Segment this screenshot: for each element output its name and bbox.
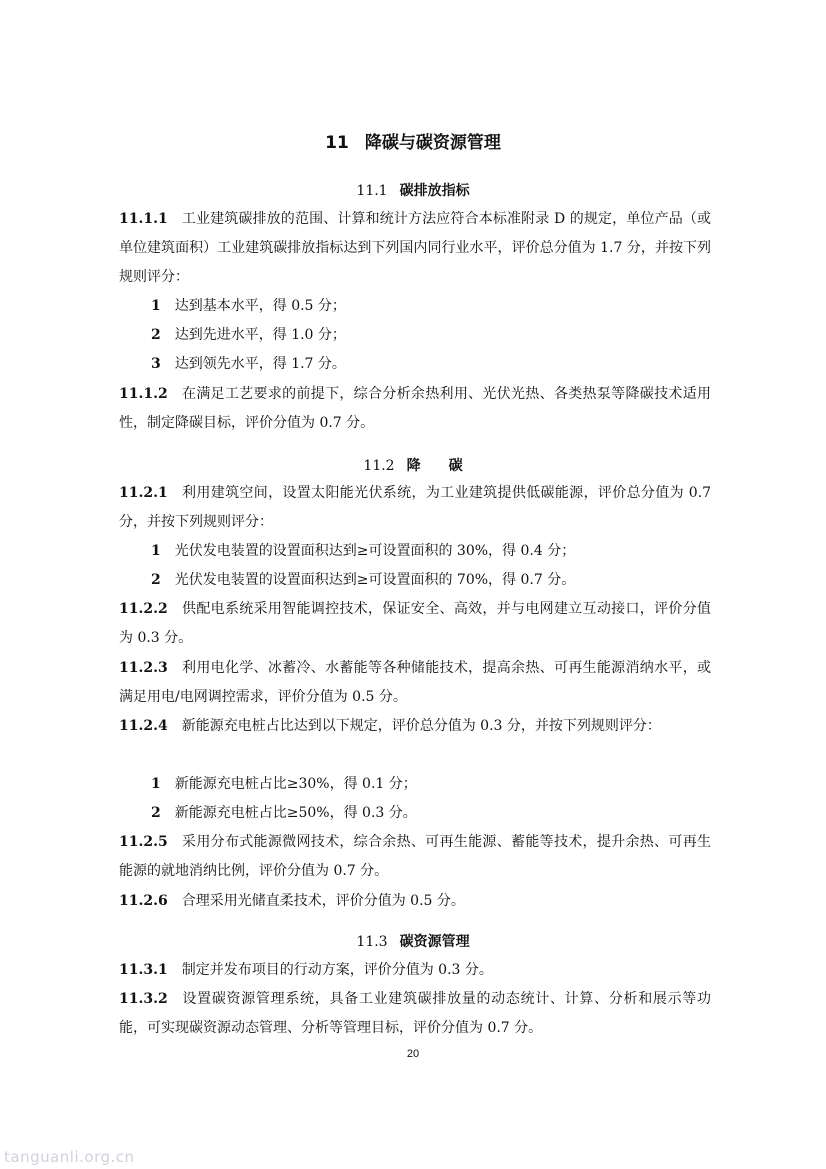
clause-text: 利用建筑空间，设置太阳能光伏系统，为工业建筑提供低碳能源，评价总分值为 0.7 分，并按下列规则评分： xyxy=(119,485,711,530)
clause-id: 11.2.5 xyxy=(119,834,168,850)
clause-11-3-1 xyxy=(119,956,711,985)
section-number: 11.2 xyxy=(363,458,395,474)
clause-text: 利用电化学、冰蓄冷、水蓄能等各种储能技术，提高余热、可再生能源消纳水平，或满足用电/电网调控需求，评价分值为 0.5 分。 xyxy=(119,660,711,705)
item-number: 2 xyxy=(151,572,161,588)
clause-item xyxy=(151,321,711,350)
chapter-title: 降碳与碳资源管理 xyxy=(364,133,501,153)
clause-text: 采用分布式能源微网技术，综合余热、可再生能源、蓄能等技术，提升余热、可再生能源的就地消纳比例，评价分值为 0.7 分。 xyxy=(119,834,711,879)
clause-text: 供配电系统采用智能调控技术，保证安全、高效，并与电网建立互动接口，评价分值为 0.3 分。 xyxy=(119,601,711,646)
page-number: 20 xyxy=(406,1048,420,1060)
clause-id: 11.2.4 xyxy=(119,718,168,734)
clause-11-2-1 xyxy=(119,479,711,537)
section-heading-11-2 xyxy=(0,455,826,475)
section-title: 碳排放指标 xyxy=(399,183,470,199)
clause-item xyxy=(151,799,711,828)
clause-11-1-1 xyxy=(119,205,711,292)
section-heading-11-3 xyxy=(0,931,826,951)
clause-text: 在满足工艺要求的前提下，综合分析余热利用、光伏光热、各类热泵等降碳技术适用性，制定降碳目标，评价分值为 0.7 分。 xyxy=(119,386,711,431)
section-title: 降 碳 xyxy=(406,458,463,474)
clause-id: 11.3.1 xyxy=(119,962,168,978)
item-number: 2 xyxy=(151,805,161,821)
clause-text: 制定并发布项目的行动方案，评价分值为 0.3 分。 xyxy=(181,962,493,978)
item-text: 达到领先水平，得 1.7 分。 xyxy=(174,356,346,372)
item-number: 2 xyxy=(151,327,161,343)
item-text: 达到先进水平，得 1.0 分； xyxy=(174,327,346,343)
item-number: 1 xyxy=(151,298,161,314)
clause-text: 合理采用光储直柔技术，评价分值为 0.5 分。 xyxy=(181,893,465,909)
section-number: 11.3 xyxy=(356,934,388,950)
clause-id: 11.3.2 xyxy=(119,991,168,1007)
clause-id: 11.1.2 xyxy=(119,386,168,402)
item-number: 1 xyxy=(151,543,161,559)
item-text: 达到基本水平，得 0.5 分； xyxy=(174,298,346,314)
section-title: 碳资源管理 xyxy=(399,934,470,950)
section-heading-11-1 xyxy=(0,180,826,200)
clause-item xyxy=(151,350,711,379)
item-number: 3 xyxy=(151,356,161,372)
item-text: 新能源充电桩占比≥30%，得 0.1 分； xyxy=(174,776,417,792)
clause-11-2-6 xyxy=(119,887,711,916)
clause-11-2-2 xyxy=(119,595,711,653)
clause-id: 11.2.2 xyxy=(119,601,168,617)
clause-id: 11.2.1 xyxy=(119,485,168,501)
clause-11-2-4 xyxy=(119,712,711,741)
clause-text: 新能源充电桩占比达到以下规定，评价总分值为 0.3 分，并按下列规则评分： xyxy=(181,718,661,734)
clause-item xyxy=(151,537,711,566)
clause-11-1-2 xyxy=(119,380,711,438)
clause-11-2-5 xyxy=(119,828,711,886)
item-text: 光伏发电装置的设置面积达到≥可设置面积的 70%，得 0.7 分。 xyxy=(174,572,576,588)
chapter-number: 11 xyxy=(325,133,349,153)
clause-11-3-2 xyxy=(119,985,711,1043)
clause-item xyxy=(151,292,711,321)
clause-id: 11.1.1 xyxy=(119,211,168,227)
clause-id: 11.2.6 xyxy=(119,893,168,909)
clause-11-2-3 xyxy=(119,654,711,712)
clause-text: 设置碳资源管理系统，具备工业建筑碳排放量的动态统计、计算、分析和展示等功能，可实现碳资源动态管理、分析等管理目标，评价分值为 0.7 分。 xyxy=(119,991,711,1036)
item-text: 新能源充电桩占比≥50%，得 0.3 分。 xyxy=(174,805,417,821)
clause-item xyxy=(151,770,711,799)
chapter-heading xyxy=(0,128,826,153)
clause-item xyxy=(151,566,711,595)
item-number: 1 xyxy=(151,776,161,792)
section-number: 11.1 xyxy=(356,183,388,199)
item-text: 光伏发电装置的设置面积达到≥可设置面积的 30%，得 0.4 分； xyxy=(174,543,576,559)
clause-text: 工业建筑碳排放的范围、计算和统计方法应符合本标准附录 D 的规定，单位产品（或单位建筑面积）工业建筑碳排放指标达到下列国内同行业水平，评价总分值为 1.7 分，并按下列规则评分： xyxy=(119,211,711,285)
clause-id: 11.2.3 xyxy=(119,660,168,676)
watermark-text: tanguanli.org.cn xyxy=(4,1148,135,1166)
